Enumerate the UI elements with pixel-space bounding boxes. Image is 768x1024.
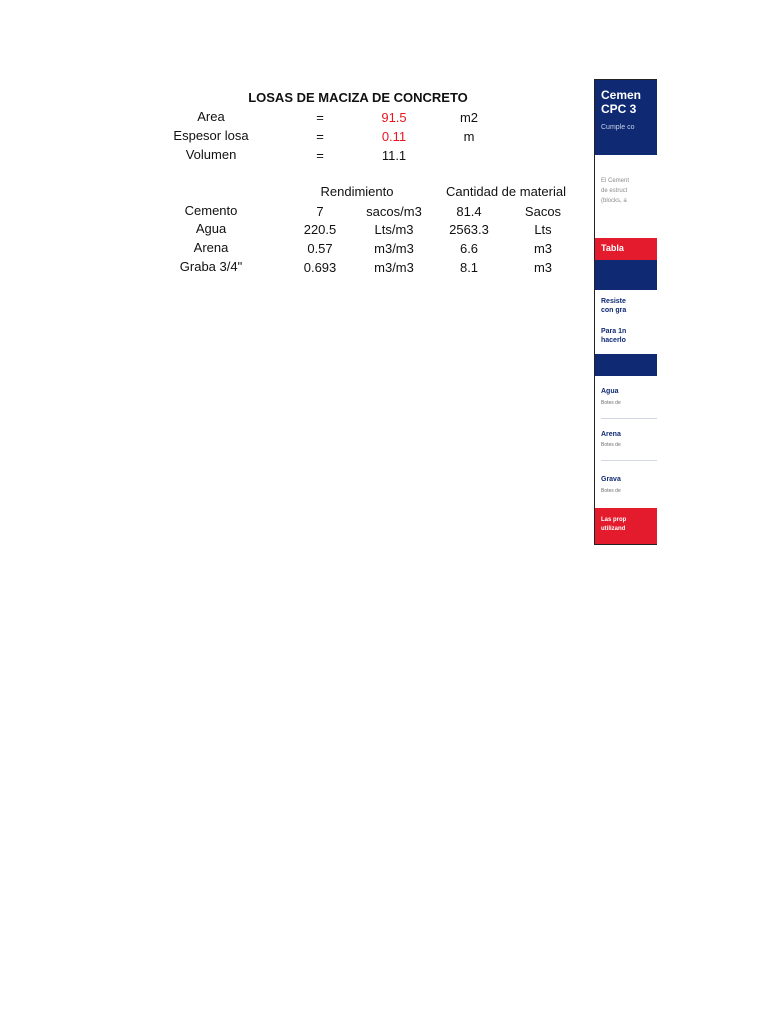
material-qty: 81.4: [456, 204, 482, 219]
material-yield: 0.693: [303, 260, 337, 275]
brochure-row-label: Para 1n hacerlo: [601, 328, 627, 344]
material-qty-unit: m3: [533, 241, 553, 256]
sheet-title: LOSAS DE MACIZA DE CONCRETO: [248, 90, 468, 105]
param-label-espesor: Espesor losa: [173, 128, 249, 143]
brochure-grava-sub: Botes de: [601, 488, 621, 494]
brochure-footer: Las prop utilizand: [595, 508, 657, 544]
header-cantidad-material: Cantidad de material: [446, 184, 566, 199]
param-equals-volumen: =: [316, 148, 324, 163]
header-rendimiento: Rendimiento: [320, 184, 394, 199]
brochure-row-label: Resiste con gra: [601, 298, 627, 314]
param-value-volumen: 11.1: [381, 148, 407, 163]
param-label-area: Area: [197, 109, 225, 124]
param-label-volumen: Volumen: [185, 147, 237, 162]
brochure-divider: [601, 460, 657, 461]
material-name: Arena: [193, 240, 229, 255]
material-qty-unit: Sacos: [524, 204, 562, 219]
brochure-divider: [601, 418, 657, 419]
material-name: Cemento: [184, 203, 238, 218]
param-unit-area: m2: [459, 110, 479, 125]
param-equals-espesor: =: [316, 129, 324, 144]
material-yield: 220.5: [303, 222, 337, 237]
brochure-heading: Cemen: [601, 88, 642, 102]
brochure-body-text: El Cement de estruct (blocks, a: [601, 178, 630, 204]
brochure-table-band: [595, 354, 657, 376]
material-yield: 7: [316, 204, 324, 219]
brochure-table-band: [595, 260, 657, 290]
param-equals-area: =: [316, 110, 324, 125]
brochure-agua-label: Agua: [601, 388, 619, 395]
brochure-heading: CPC 3: [601, 102, 637, 116]
material-yield-unit: Lts/m3: [374, 222, 414, 237]
brochure-agua-sub: Botes de: [601, 400, 621, 406]
brochure-header: [595, 80, 657, 155]
brochure-grava-label: Grava: [601, 476, 621, 483]
brochure-arena-sub: Botes de: [601, 442, 621, 448]
material-yield-unit: m3/m3: [374, 260, 414, 275]
material-qty: 6.6: [459, 241, 479, 256]
material-name: Agua: [195, 221, 227, 236]
material-qty-unit: Lts: [534, 222, 552, 237]
material-yield: 0.57: [307, 241, 333, 256]
brochure-subheading: Cumple co: [601, 124, 635, 131]
brochure-table-title: Tabla: [595, 238, 657, 260]
brochure-image: [594, 79, 657, 545]
material-yield-unit: sacos/m3: [366, 204, 422, 219]
param-value-area[interactable]: 91.5: [381, 110, 407, 125]
material-name: Graba 3/4": [179, 259, 243, 274]
material-qty-unit: m3: [533, 260, 553, 275]
brochure-arena-label: Arena: [601, 431, 621, 438]
material-yield-unit: m3/m3: [374, 241, 414, 256]
param-unit-espesor: m: [463, 129, 475, 144]
material-qty: 8.1: [459, 260, 479, 275]
material-qty: 2563.3: [449, 222, 489, 237]
param-value-espesor[interactable]: 0.11: [381, 129, 407, 144]
